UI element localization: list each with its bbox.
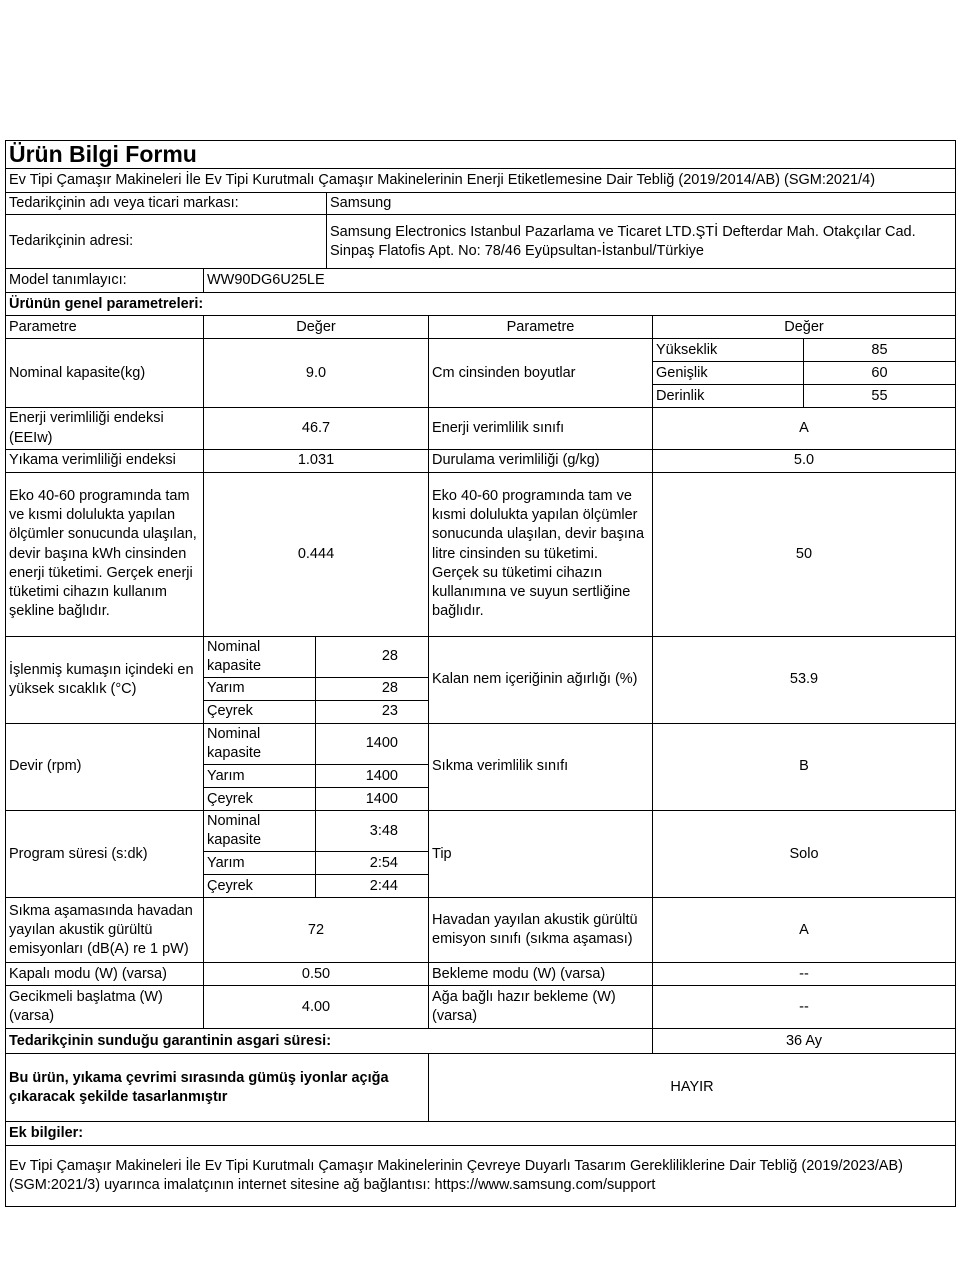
supplier-address-value: Samsung Electronics Istanbul Pazarlama ve Ticaret LTD.ŞTİ Defterdar Mah. Otakçılar Cad. Sinpaş Flatofis Apt. No: 78/46 Eyüpsultan-İstanbul/Türkiye [327,215,956,269]
rinse-label: Durulama verimliliği (g/kg) [429,449,653,472]
duration-nominal-label: Nominal kapasite [204,811,316,852]
page-title: Ürün Bilgi Formu [6,141,956,169]
table-row [6,811,956,852]
off-mode-value: 0.50 [204,963,429,986]
table-row [6,1054,956,1122]
dimension-depth-label: Derinlik [653,385,804,408]
water-consumption-value: 50 [653,472,956,636]
silver-ions-label: Bu ürün, yıkama çevrimi sırasında gümüş iyonlar açığa çıkaracak şekilde tasarlanmıştır [6,1054,429,1122]
model-label: Model tanımlayıcı: [6,269,204,293]
table-header-row [6,316,956,339]
spin-class-label: Sıkma verimlilik sınıfı [429,723,653,810]
max-temp-nominal-value: 28 [316,636,429,677]
table-row [6,339,956,362]
header-deger-right: Değer [653,316,956,339]
energy-class-value: A [653,408,956,449]
water-consumption-label: Eko 40-60 programında tam ve kısmi dolulukta yapılan ölçümler sonucunda ulaşılan, devir başına litre cinsinden su tüketimi. Gerçek su tüketimi cihazın kullanımına ve suyun sertliğine bağlıdır. [429,472,653,636]
networked-standby-label: Ağa bağlı hazır bekleme (W) (varsa) [429,986,653,1029]
dimension-height-value: 85 [804,339,956,362]
extra-info-header-table [5,1121,956,1146]
silver-ions-value: HAYIR [429,1054,956,1122]
dimension-depth-value: 55 [804,385,956,408]
residual-moisture-value: 53.9 [653,636,956,723]
header-parametre-right: Parametre [429,316,653,339]
model-table [5,268,956,293]
supplier-address-label: Tedarikçinin adresi: [6,215,327,269]
spin-speed-half-label: Yarım [204,765,316,788]
dimension-width-value: 60 [804,362,956,385]
duration-half-label: Yarım [204,852,316,875]
duration-half-value: 2:54 [316,852,429,875]
table-row [6,472,956,636]
max-temp-nominal-label: Nominal kapasite [204,636,316,677]
spin-speed-quarter-label: Çeyrek [204,788,316,811]
section-general-params: Ürünün genel parametreleri: [6,293,956,316]
standby-value: -- [653,963,956,986]
duration-quarter-value: 2:44 [316,875,429,898]
eei-label: Enerji verimliliği endeksi (EEIw) [6,408,204,449]
table-row [6,963,956,986]
table-row [6,636,956,677]
max-temp-quarter-value: 23 [316,700,429,723]
dimensions-label: Cm cinsinden boyutlar [429,339,653,408]
standby-label: Bekleme modu (W) (varsa) [429,963,653,986]
title-table [5,140,956,193]
supplier-table [5,192,956,269]
regulation-table [5,1145,956,1207]
supplier-name-label: Tedarikçinin adı veya ticari markası: [6,193,327,215]
table-row [6,898,956,963]
max-temp-half-value: 28 [316,677,429,700]
wash-index-label: Yıkama verimliliği endeksi [6,449,204,472]
warranty-label: Tedarikçinin sunduğu garantinin asgari süresi: [6,1029,653,1054]
wash-index-value: 1.031 [204,449,429,472]
table-row [6,408,956,449]
table-row [6,449,956,472]
spin-speed-quarter-value: 1400 [316,788,429,811]
noise-class-value: A [653,898,956,963]
delay-start-label: Gecikmeli başlatma (W) (varsa) [6,986,204,1029]
energy-consumption-label: Eko 40-60 programında tam ve kısmi dolulukta yapılan ölçümler sonucunda ulaşılan, devir başına kWh cinsinden enerji tüketimi. Gerçek enerji tüketimi cihazın kullanım şekline bağlıdır. [6,472,204,636]
eei-value: 46.7 [204,408,429,449]
model-value: WW90DG6U25LE [204,269,956,293]
energy-consumption-value: 0.444 [204,472,429,636]
dimension-height-label: Yükseklik [653,339,804,362]
noise-class-label: Havadan yayılan akustik gürültü emisyon sınıfı (sıkma aşaması) [429,898,653,963]
page-subtitle: Ev Tipi Çamaşır Makineleri İle Ev Tipi Kurutmalı Çamaşır Makinelerinin Enerji Etiketlemesine Dair Tebliğ (2019/2014/AB) (SGM:2021/4) [6,169,956,193]
noise-value: 72 [204,898,429,963]
max-temp-half-label: Yarım [204,677,316,700]
energy-class-label: Enerji verimlilik sınıfı [429,408,653,449]
spin-speed-nominal-value: 1400 [316,723,429,764]
table-row [6,986,956,1029]
rinse-value: 5.0 [653,449,956,472]
type-label: Tip [429,811,653,898]
delay-start-value: 4.00 [204,986,429,1029]
spin-speed-label: Devir (rpm) [6,723,204,810]
noise-label: Sıkma aşamasında havadan yayılan akustik gürültü emisyonları (dB(A) re 1 pW) [6,898,204,963]
type-value: Solo [653,811,956,898]
networked-standby-value: -- [653,986,956,1029]
spin-speed-nominal-label: Nominal kapasite [204,723,316,764]
parameters-table [5,315,956,1122]
max-temp-quarter-label: Çeyrek [204,700,316,723]
header-deger-left: Değer [204,316,429,339]
general-params-header-table [5,292,956,316]
max-temp-label: İşlenmiş kumaşın içindeki en yüksek sıcaklık (°C) [6,636,204,723]
warranty-value: 36 Ay [653,1029,956,1054]
capacity-label: Nominal kapasite(kg) [6,339,204,408]
duration-nominal-value: 3:48 [316,811,429,852]
section-extra-info: Ek bilgiler: [6,1122,956,1146]
capacity-value: 9.0 [204,339,429,408]
table-row [6,1029,956,1054]
duration-label: Program süresi (s:dk) [6,811,204,898]
off-mode-label: Kapalı modu (W) (varsa) [6,963,204,986]
spin-class-value: B [653,723,956,810]
duration-quarter-label: Çeyrek [204,875,316,898]
supplier-name-value: Samsung [327,193,956,215]
table-row [6,723,956,764]
header-parametre-left: Parametre [6,316,204,339]
regulation-text: Ev Tipi Çamaşır Makineleri İle Ev Tipi Kurutmalı Çamaşır Makinelerinin Çevreye Duyarlı Tasarım Gerekliliklerine Dair Tebliğ (2019/2023/AB) (SGM:2021/3) uyarınca imalatçının internet sitesine ağ bağlantısı: https://www.samsung.com/support [6,1146,956,1207]
residual-moisture-label: Kalan nem içeriğinin ağırlığı (%) [429,636,653,723]
dimension-width-label: Genişlik [653,362,804,385]
spin-speed-half-value: 1400 [316,765,429,788]
